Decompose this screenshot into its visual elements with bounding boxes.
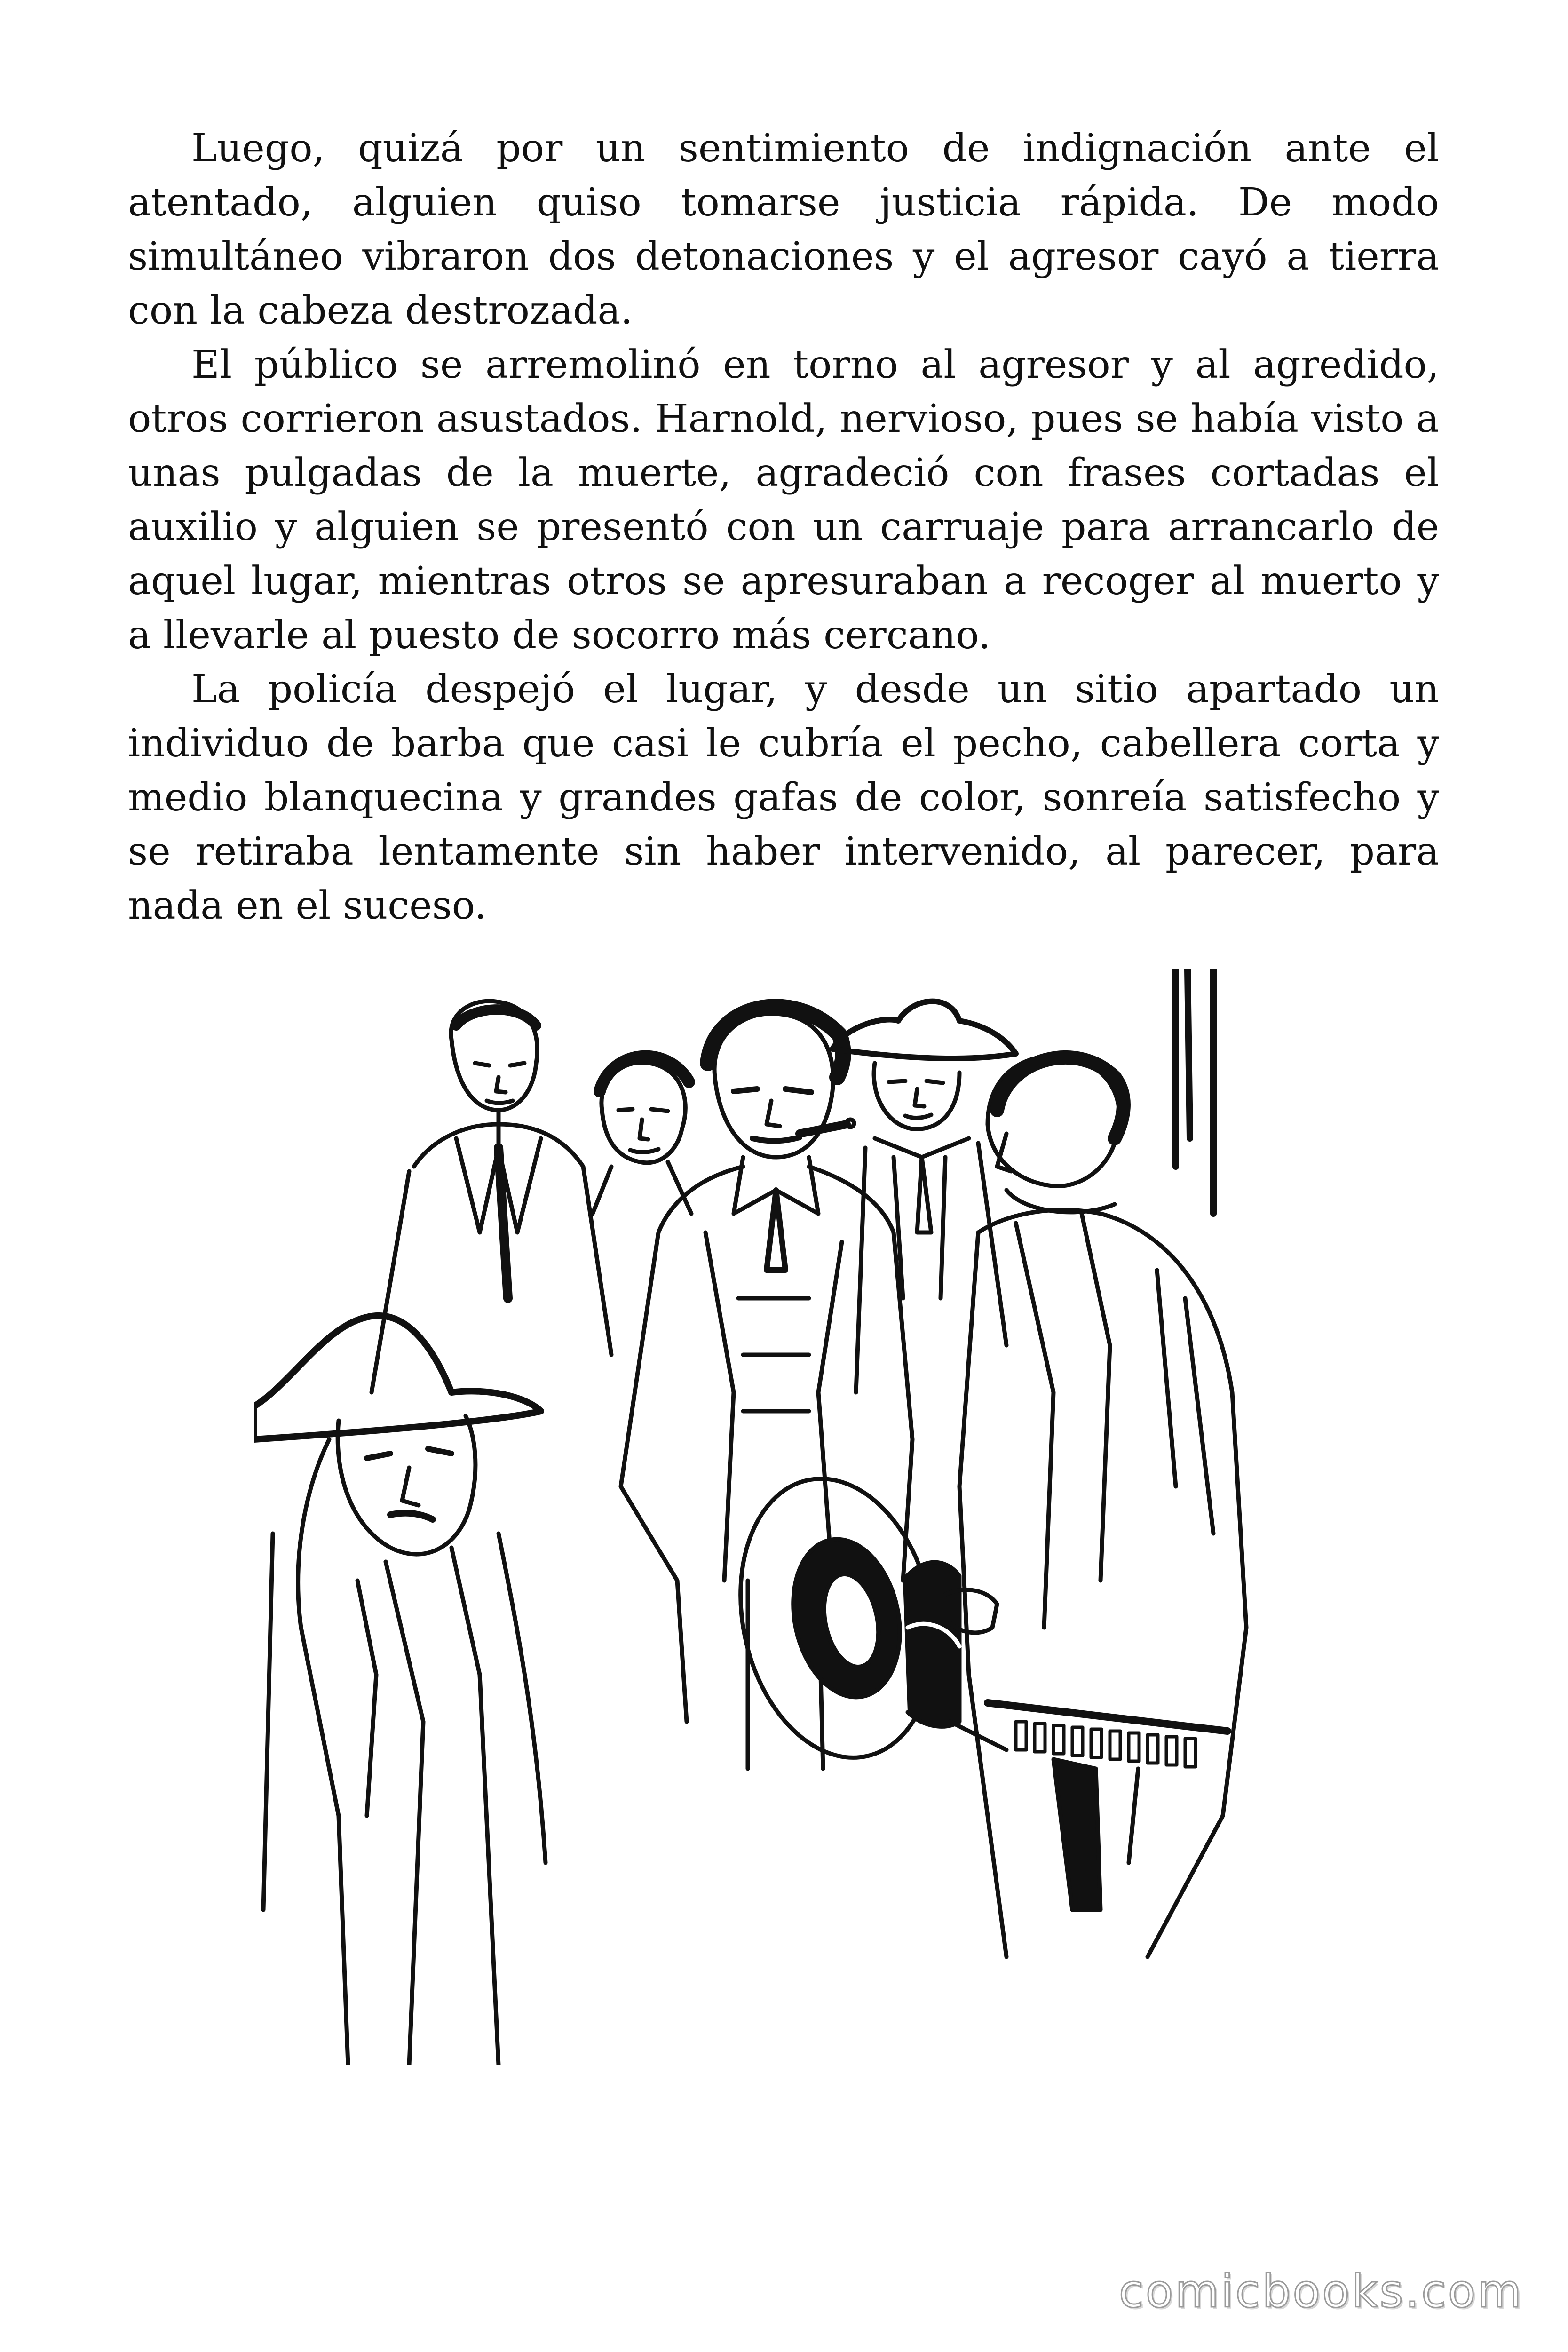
- doorway-posts: [1176, 969, 1213, 1214]
- paragraph-3: La policía despejó el lugar, y desde un sitio apartado un individuo de barba que casi le cubría el pecho, cabellera corta y medio blanquecina y grandes gafas de color, sonreía satisfecho y se retiraba lentamente sin haber intervenido, al parecer, para nada en el suceso.: [128, 667, 1439, 928]
- figure-young-man: [593, 1057, 691, 1214]
- gun-belt-cartridges: [1016, 1722, 1196, 1767]
- paragraph-1: Luego, quizá por un sentimiento de indignación ante el atentado, alguien quiso tomarse justicia rápida. De modo simultáneo vibraron dos detonaciones y el agresor cayó a tierra con la cabeza destrozada.: [128, 126, 1439, 333]
- body-text: [128, 121, 1439, 933]
- watermark: comicbooks.com: [1118, 2265, 1523, 2318]
- paragraph-2: El público se arremolinó en torno al agresor y al agredido, otros corrieron asustados. Harnold, nervioso, pues se había visto a unas pulgadas de la muerte, agradeció con frases cortadas el auxilio y alguien se presentó con un carruaje para arrancarlo de aquel lugar, mientras otros se apresuraban a recoger al muerto y a llevarle al puesto de socorro más cercano.: [128, 342, 1439, 658]
- held-hat: [716, 1461, 959, 1776]
- figure-right-man: [959, 1056, 1246, 1957]
- western-crowd-illustration: [254, 969, 1279, 2065]
- figure-hat-man-back: [832, 1001, 1016, 1392]
- figure-foreground-hat-man: [254, 1316, 546, 2065]
- figure-back-left: [372, 1001, 611, 1392]
